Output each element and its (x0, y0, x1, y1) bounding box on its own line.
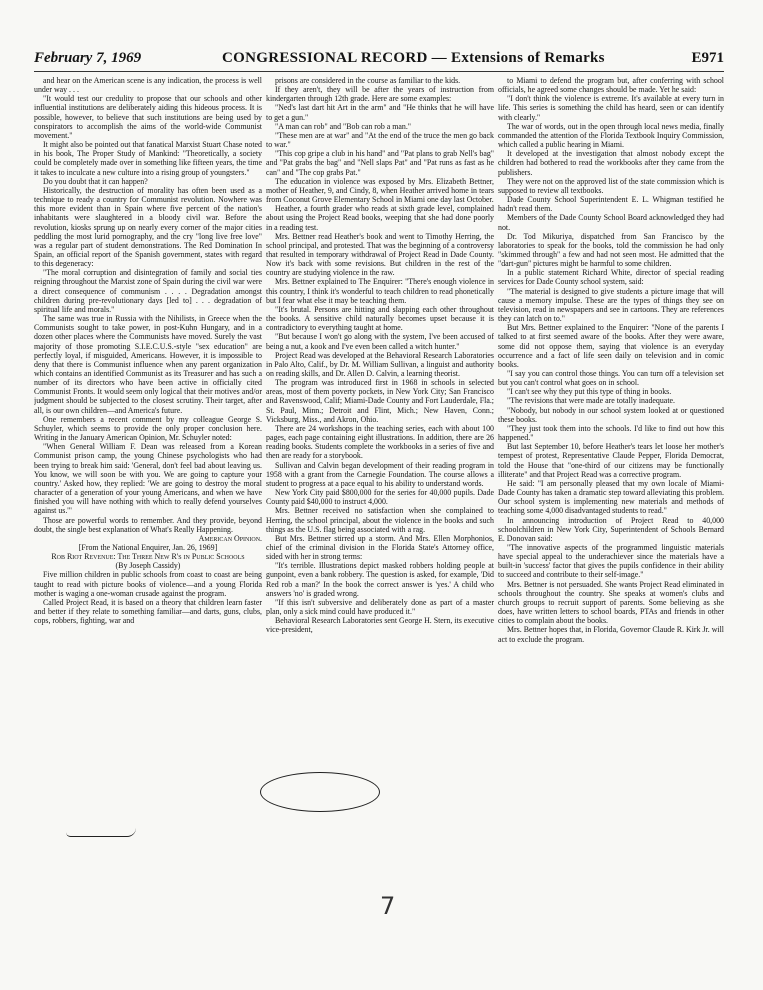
paragraph: "The moral corruption and disintegration of family and social ties reigning throughout the Marxist zone of Spain during the civil war were a direct consequence of communism . . . . Degradation amongst children during pre-revolutionary days [led to] . . . degradation of spiritual life and morals." (34, 268, 262, 314)
article-lead (34, 570, 262, 625)
paragraph: "It's terrible. Illustrations depict masked robbers holding people at gunpoint, even a bank robbery. The question is asked, for example, 'Did Red rob a man?' In the book the correct answer is 'yes.' A child who answers 'no' is graded wrong. (266, 561, 494, 598)
header-date: February 7, 1969 (34, 50, 142, 66)
article-byline: (By Joseph Cassidy) (115, 561, 181, 571)
paragraph: Historically, the destruction of morality has often been used as a technique to ready a country for Communist revolution. Nowhere was this more evident than in Spain where five percent of the nation's inhabitants were slaughtered in a bloody civil war. Before the revolution, kiosks sprung up on nearly every corner of the major cities peddling the most lurid pornography, and the cry "long live free love" was a regular part of student demonstrations. The Red Domination In Spain, an official report of the Spanish government, states with regard to this degeneracy: (34, 185, 262, 269)
paragraph: "Nobody, but nobody in our school system looked at or questioned these books. (498, 405, 724, 424)
paragraph: Called Project Read, it is based on a theory that children learn faster and better if they relate to something familiar—and darts, guns, clubs, cops, robbers, fighting, war and (34, 597, 262, 626)
clipping-source: [From the National Enquirer, Jan. 26, 1969] (78, 542, 218, 552)
paragraph: "They just took them into the schools. I'd like to find out how this happened." (498, 423, 724, 443)
paragraph: They were not on the approved list of the state commission which is supposed to review all textbooks. (498, 176, 724, 195)
column-1-body (34, 76, 262, 534)
paragraph: to Miami to defend the program but, after conferring with school officials, he agreed some changes should be made. Yet he said: (498, 76, 724, 95)
paragraph: Members of the Dade County School Board acknowledged they had not. (498, 213, 724, 232)
paragraph: "Ned's last dart hit Art in the arm" and "He thinks that he will have to get a gun." (266, 103, 494, 122)
paragraph: Mrs. Bettner read Heather's book and went to Timothy Herring, the school principal, and protested. That was the beginning of a controversy that resulted in temporary withdrawal of Project Read in Dade County. Now it's back with some revisions. But children in the rest of the country are studying violence in the raw. (266, 231, 494, 278)
paragraph: Five million children in public schools from coast to coast are being taught to read with picture books of violence—and a young Florida mother is waging a one-woman crusade against the program. (34, 570, 262, 598)
paragraph: Behavioral Research Laboratories sent George H. Stern, its executive vice-president, (266, 616, 494, 635)
paragraph: "The revisions that were made are totally inadequate. (507, 396, 675, 406)
column-2 (266, 76, 494, 876)
column-1 (34, 76, 262, 876)
paragraph: The war of words, out in the open through local news media, finally commanded the attention of the Florida Textbook Inquiry Commission, which called a public hearing in Miami. (498, 121, 724, 150)
paragraph: "If this isn't subversive and deliberately done as part of a master plan, only a sick mind could have produced it." (266, 597, 494, 617)
paragraph: In announcing introduction of Project Read to 40,000 schoolchildren in New York City, Superintendent of Schools Bernard E. Donovan said: (498, 515, 724, 543)
paragraph: Mrs. Bettner hopes that, in Florida, Governor Claude R. Kirk Jr. will act to exclude the program. (498, 625, 724, 644)
paragraph: "I don't think the violence is extreme. It's available at every turn in life. This series is something the child has heard, seen or can identify with clearly." (498, 94, 724, 122)
column-3-body (498, 76, 724, 644)
paragraph: It might also be pointed out that fanatical Marxist Stuart Chase noted in his book, The Proper Study of Mankind: "Theoretically, a society could be completely made over in something like fifteen years, the time it takes to inculcate a new culture into a rising group of youngsters." (34, 140, 262, 177)
column-1-signoff: American Opinion. (198, 533, 262, 543)
paragraph: "It's brutal. Persons are hitting and slapping each other throughout the books. A sensitive child naturally becomes upset because it is contradictory to everything taught at home. (266, 304, 494, 333)
paragraph: "A man can rob" and "Bob can rob a man." (275, 121, 412, 131)
paragraph: Dade County School Superintendent E. L. Whigman testified he hadn't read them. (498, 195, 724, 214)
handwritten-page-mark: 7 (380, 892, 396, 920)
paragraph: The education in violence was exposed by Mrs. Elizabeth Bettner, mother of Heather, 9, and Cindy, 8, when Heather arrived home in tears from Coconut Grove Elementary School in Miami one day last October. (266, 176, 494, 205)
paragraph: The program was introduced first in 1968 in schools in selected areas, most of them poverty pockets, in New York City; San Francisco and Ravenswood, Calif; Miami-Dade County and Fort Lauderdale, Fla.; St. Paul, Minn.; Detroit and Flint, Mich.; New Haven, Conn.; Vicksburg, Miss., and Akron, Ohio. (266, 378, 494, 424)
paragraph: Mrs. Bettner is not persuaded. She wants Project Read eliminated in schools throughout the country. She speaks at women's clubs and church groups to recruit support of parents. Some believing as she does, have written letters to school boards, PTAs and friends in other cities to complain about the books. (498, 579, 724, 626)
paragraph: "I say you can control those things. You can turn off a television set but you can't control what goes on in school. (498, 369, 724, 388)
paragraph: "It would test our credulity to propose that our schools and other influential institutions are deliberately aiding this hideous process. It is possible, however, to believe that such institutions are being used by conspirators to accomplish the aims of the world-wide Communist movement." (34, 94, 262, 140)
article-headline: Rob Riot Revenue: The Three New R's in Public Schools (51, 552, 245, 562)
paragraph: "When General William F. Dean was released from a Korean Communist prison camp, the young Chinese psychologists who had been trying to break him said: 'General, don't feel bad about leaving us. You know, we will soon be with you. We are going to capture your country.' Asked how, they replied: 'We are going to destroy the moral character of a generation of your young Americans, and when we have finished you will have nothing with which to really defend yourselves against us.'" (34, 442, 262, 516)
paragraph: "I can't see why they put this type of thing in books. (507, 387, 672, 397)
paragraph: "The innovative aspects of the programmed linguistic materials have special appeal to the underachiever since the materials have a built-in 'success' factor that gives the pupils confidence in their ability to succeed and contribute to their self-image." (498, 542, 724, 580)
paragraph: Mrs. Bettner explained to The Enquirer: "There's enough violence in this country, I think it's wonderful to teach children to read phonetically but I fear what else it may be teaching them. (266, 277, 494, 305)
paragraph: Dr. Tod Mikuriya, dispatched from San Francisco by the laboratories to speak for the books, told the commission he had only "skimmed through" a few and had not seen most. He admitted that the "dart-gun" pictures might be harmful to some children. (498, 231, 724, 269)
paragraph: He said: "I am personally pleased that my own locale of Miami-Dade County has taken a dramatic step toward alleviating this problem. Our school system is implementing new materials and methods of teaching some 4,000 disadvantaged students to read." (498, 478, 724, 516)
paragraph: But last September 10, before Heather's tears let loose her mother's tempest of protest, Representative Claude Pepper, Florida Democrat, told the House that "one-third of our citizens may be functionally illiterate" and that Project Read was a corrective program. (498, 442, 724, 479)
header-page-number: E971 (691, 50, 724, 66)
header-title: CONGRESSIONAL RECORD — Extensions of Remarks (222, 50, 605, 66)
paragraph: It developed at the investigation that almost nobody except the children had bothered to read the workbooks after they came from the publishers. (498, 149, 724, 177)
paragraph: Sullivan and Calvin began development of their reading program in 1958 with a grant from the Carnegie Foundation. The course allows a student to progress at a pace equal to his ability to understand words. (266, 460, 494, 488)
paragraph: Mrs. Bettner received no satisfaction when she complained to Herring, the school principal, about the violence in the books and such things as the U.S. flag being associated with a rag. (266, 506, 494, 534)
paragraph: But Mrs. Bettner stirred up a storm. And Mrs. Ellen Morphonios, chief of the criminal division in the Florida State's Attorney office, sided with her in strong terms: (266, 533, 494, 562)
paragraph: Project Read was developed at the Behavioral Research Laboratories in Palo Alto, Calif., by Dr. M. William Sullivan, a linguist and authority on reading skills, and Dr. Allen D. Calvin, a learning theorist. (266, 350, 494, 378)
page-header (34, 50, 724, 72)
paragraph: "But because I won't go along with the system, I've been accused of being a nut, a kook and I've even been called a witch hunter." (266, 332, 494, 351)
paragraph: But Mrs. Bettner explained to the Enquirer: "None of the parents I talked to at first seemed aware of the books. After they were aware, some did not oppose them, saying that violence is an everyday occurrence and a fact of life seen daily on television and in comic books. (498, 323, 724, 369)
paragraph: Those are powerful words to remember. And they provide, beyond doubt, the single best explanation of What's Really Happening. (34, 515, 262, 534)
paragraph: Heather, a fourth grader who reads at sixth grade level, complained about using the Project Read books, weeping that she had done poorly in a reading test. (266, 204, 494, 232)
paragraph: prisons are considered in the course as familiar to the kids. (275, 76, 461, 85)
paragraph: If they aren't, they will be after the years of instruction from kindergarten through 12th grade. Here are some examples: (266, 85, 494, 104)
handdrawn-underline-annotation (66, 828, 136, 837)
paragraph: Do you doubt that it can happen? (43, 176, 148, 186)
paragraph: In a public statement Richard White, director of special reading services for Dade County school system, said: (498, 268, 724, 287)
paragraph: There are 24 workshops in the teaching series, each with about 100 pages, each page containing eight illustrations. In addition, there are 26 reading books. Students complete the workbooks in a series of five and then are ready for a storybook. (266, 423, 494, 461)
paragraph: "The material is designed to give students a picture image that will cause a memory impulse. These are the types of things they see on television, read in newspapers and see in cartoons. They are references they can latch on to." (498, 286, 724, 324)
paragraph: "These men are at war" and "At the end of the truce the men go back to war." (266, 130, 494, 150)
paragraph: New York City paid $800,000 for the series for 40,000 pupils. Dade County paid $40,000 to instruct 4,000. (266, 488, 494, 507)
column-2-body (266, 76, 494, 635)
header-rule (34, 71, 724, 72)
paragraph: and hear on the American scene is any indication, the process is well under way . . . (34, 76, 262, 95)
paragraph: The same was true in Russia with the Nihilists, in Greece when the Communists sought to take power, in post-Kuhn Hungary, and in a dozen other places where the Communists have moved. Surely the vast majority of those promoting S.I.E.C.U.S.-style "sex education" are perfectly loyal, if misguided, Americans. However, it is impossible to deny that there is Communist influence when any parent organization which contains an identified Communist as its Treasurer and has such a number of its directors who have been active in officially cited Communist Fronts. It would seem only logical that their motives and/or judgment should be subjected to the closest scrutiny. Their target, after all, is our own children—and America's future. (34, 314, 262, 415)
paragraph: One remembers a recent comment by my colleague George S. Schuyler, which seems to provide the only proper conclusion here. Writing in the January American Opinion, Mr. Schuyler noted: (34, 414, 262, 443)
paragraph: "This cop gripe a club in his hand" and "Pat plans to grab Nell's bag" and "Pat grabs the bag" and "Nell slaps Pat" and "Pat runs as fast as he can" and "The cop grabs Pat." (266, 149, 494, 177)
column-3 (498, 76, 724, 876)
